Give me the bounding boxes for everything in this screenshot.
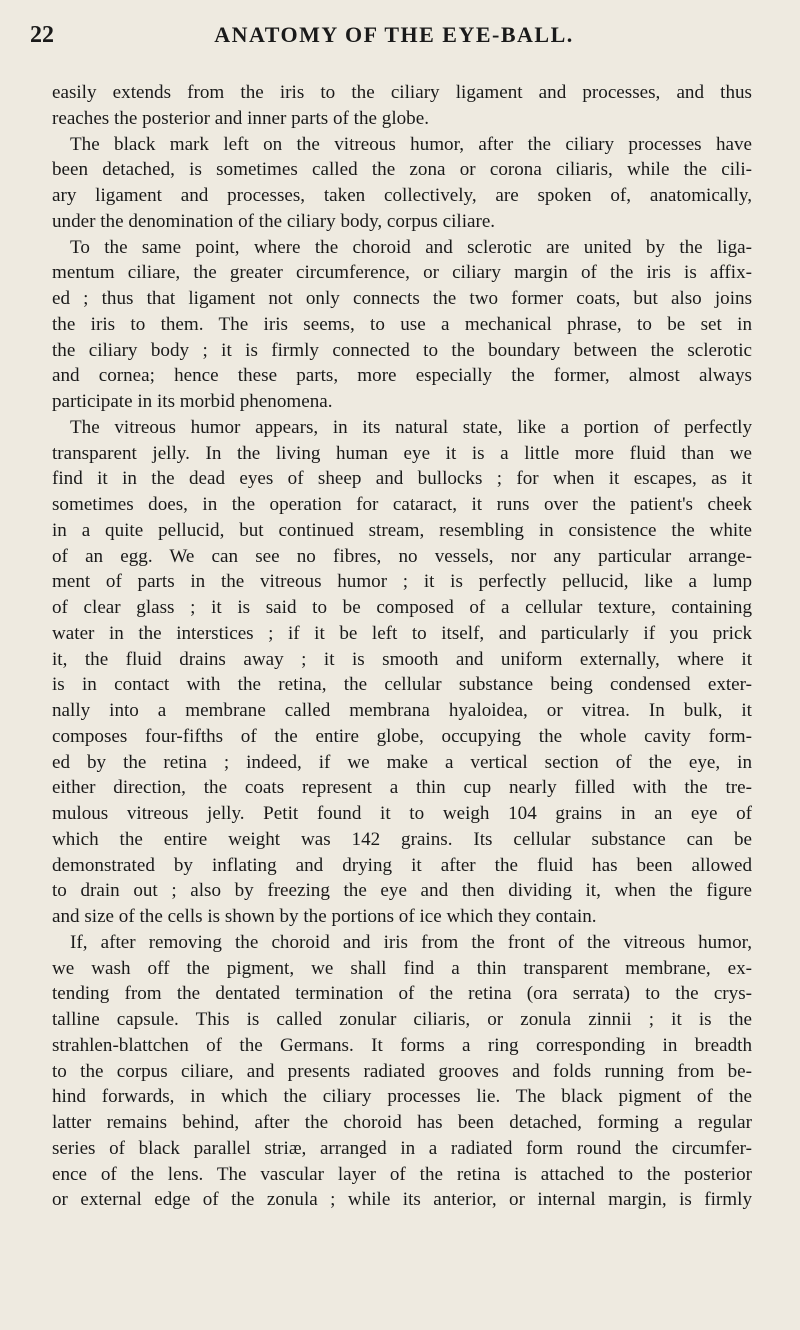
running-title: ANATOMY OF THE EYE-BALL. <box>214 22 574 47</box>
text-line: composes four-fifths of the entire globe, occupying the whole cavity form- <box>52 725 752 747</box>
text-line: which the entire weight was 142 grains. Its cellular substance can be <box>52 828 752 850</box>
text-line: participate in its morbid phenomena. <box>52 391 333 412</box>
text-line: to drain out ; also by freezing the eye and then dividing it, when the figure <box>52 880 752 902</box>
text-line: ed by the retina ; indeed, if we make a vertical section of the eye, in <box>52 751 752 773</box>
text-line: ence of the lens. The vascular layer of the retina is attached to the posterior <box>52 1163 752 1185</box>
text-line: water in the interstices ; if it be left to itself, and particularly if you prick <box>52 622 752 644</box>
text-line: reaches the posterior and inner parts of the globe. <box>52 107 429 129</box>
text-line: To the same point, where the choroid and sclerotic are united by the liga- <box>70 236 752 258</box>
text-line: transparent jelly. In the living human eye it is a little more fluid than we <box>52 442 752 464</box>
text-line: latter remains behind, after the choroid has been detached, forming a regular <box>52 1112 752 1133</box>
text-line: to the corpus ciliare, and presents radiated grooves and folds running from be- <box>52 1060 752 1082</box>
text-line: strahlen-blattchen of the Germans. It forms a ring corresponding in breadth <box>52 1034 752 1056</box>
body-text <box>52 80 752 1213</box>
text-line: ment of parts in the vitreous humor ; it is perfectly pellucid, like a lump <box>52 571 752 593</box>
text-line: or external edge of the zonula ; while its anterior, or internal margin, is firmly <box>52 1189 752 1211</box>
text-line: talline capsule. This is called zonular ciliaris, or zonula zinnii ; it is the <box>52 1009 752 1030</box>
text-line: and size of the cells is shown by the portions of ice which they contain. <box>52 906 597 927</box>
text-line: mulous vitreous jelly. Petit found it to weigh 104 grains in an eye of <box>52 803 752 824</box>
text-line: under the denomination of the ciliary body, corpus ciliare. <box>52 210 496 232</box>
text-line: and cornea; hence these parts, more especially the former, almost always <box>52 365 752 387</box>
text-line: the ciliary body ; it is firmly connected to the boundary between the sclerotic <box>52 339 752 361</box>
text-line: been detached, is sometimes called the zona or corona ciliaris, while the cili- <box>52 159 752 181</box>
text-line: mentum ciliare, the greater circumference, or ciliary margin of the iris is affix- <box>52 262 752 284</box>
text-line: ary ligament and processes, taken collectively, are spoken of, anatomically, <box>52 185 752 206</box>
text-line: The vitreous humor appears, in its natural state, like a portion of perfectly <box>70 416 752 438</box>
text-line: series of black parallel striæ, arranged in a radiated form round the circumfer- <box>52 1137 752 1159</box>
text-line: of an egg. We can see no fibres, no vessels, nor any particular arrange- <box>52 545 752 567</box>
text-line: tending from the dentated termination of the retina (ora serrata) to the crys- <box>52 983 752 1005</box>
text-line: sometimes does, in the operation for cataract, it runs over the patient's cheek <box>52 494 752 515</box>
text-line: demonstrated by inflating and drying it after the fluid has been allowed <box>52 854 752 876</box>
text-line: is in contact with the retina, the cellular substance being condensed exter- <box>52 674 752 696</box>
text-line: The black mark left on the vitreous humor, after the ciliary processes have <box>70 133 752 155</box>
text-line: find it in the dead eyes of sheep and bullocks ; for when it escapes, as it <box>52 468 752 490</box>
text-line: either direction, the coats represent a thin cup nearly filled with the tre- <box>52 777 752 799</box>
text-line: it, the fluid drains away ; it is smooth and uniform externally, where it <box>52 648 752 670</box>
text-line: easily extends from the iris to the ciliary ligament and processes, and thus <box>52 82 752 103</box>
page-number: 22 <box>30 22 54 48</box>
text-line: nally into a membrane called membrana hyaloidea, or vitrea. In bulk, it <box>52 700 752 721</box>
text-line: ed ; thus that ligament not only connects the two former coats, but also joins <box>52 288 752 309</box>
text-line: the iris to them. The iris seems, to use a mechanical phrase, to be set in <box>52 313 752 335</box>
text-line: If, after removing the choroid and iris from the front of the vitreous humor, <box>70 931 752 953</box>
text-line: we wash off the pigment, we shall find a thin transparent membrane, ex- <box>52 957 752 979</box>
text-line: of clear glass ; it is said to be composed of a cellular texture, containing <box>52 597 752 618</box>
text-line: in a quite pellucid, but continued stream, resembling in consistence the white <box>52 519 752 541</box>
text-line: hind forwards, in which the ciliary processes lie. The black pigment of the <box>52 1086 752 1108</box>
running-head <box>30 22 748 62</box>
